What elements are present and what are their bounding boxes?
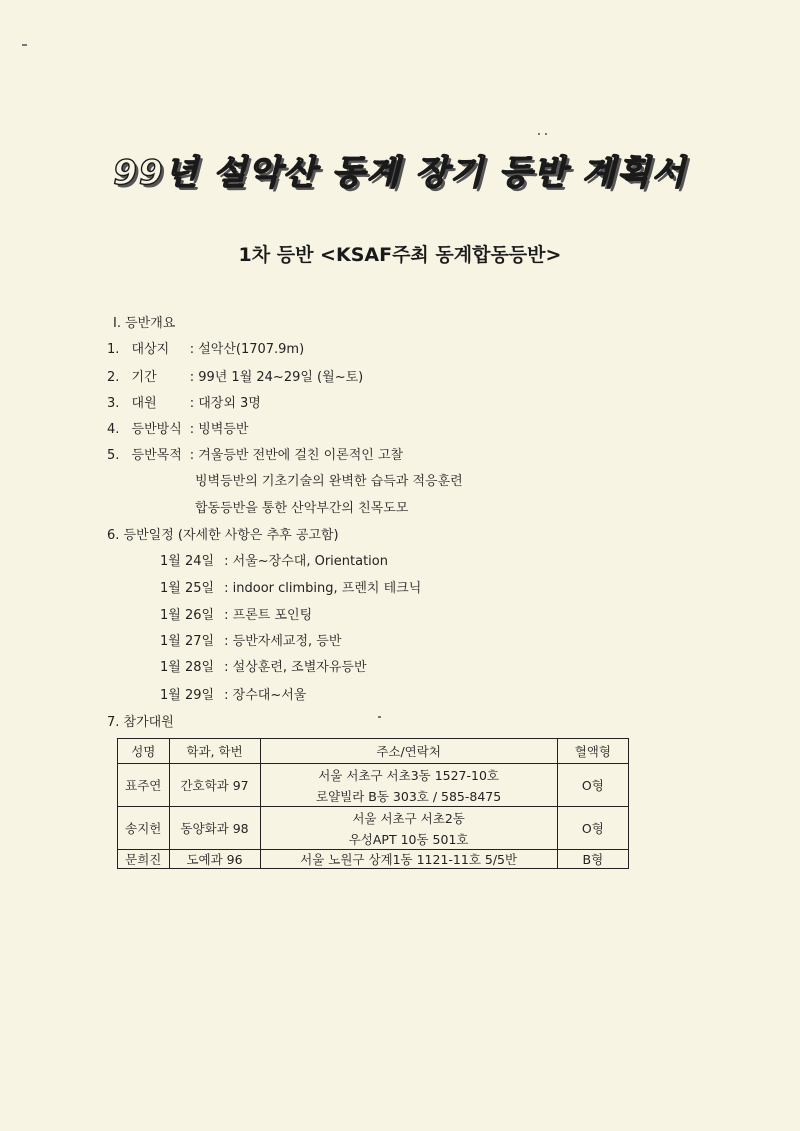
header-dept: 학과, 학번	[169, 739, 260, 764]
member-dept: 간호학과 97	[169, 764, 260, 807]
table-header-row	[118, 739, 629, 764]
header-name: 성명	[118, 739, 170, 764]
schedule-desc: : 등반자세교정, 등반	[224, 634, 342, 649]
schedule-item	[160, 656, 367, 675]
overview-item	[107, 444, 403, 463]
member-address-line1: 서울 서초구 서초3동 1527-10호	[260, 764, 557, 786]
schedule-item	[160, 577, 421, 596]
member-name: 송지헌	[118, 807, 170, 850]
item-value: : 겨울등반 전반에 걸친 이론적인 고찰	[189, 448, 404, 463]
schedule-item	[160, 684, 306, 703]
members-heading: 7. 참가대원	[107, 715, 174, 730]
purpose-extra-line: 빙벽등반의 기초기술의 완벽한 습득과 적응훈련	[195, 474, 463, 489]
item-value: : 빙벽등반	[189, 422, 249, 437]
schedule-item	[160, 604, 312, 623]
schedule-heading: 6. 등반일정 (자세한 사항은 추후 공고함)	[107, 528, 339, 543]
section-overview-heading: Ⅰ. 등반개요	[113, 316, 176, 331]
item-label: 등반방식	[131, 422, 182, 437]
scan-speck	[545, 133, 547, 135]
member-dept: 동양화과 98	[169, 807, 260, 850]
schedule-date: 1월 25일	[160, 581, 215, 596]
scan-speck	[378, 716, 381, 718]
header-address: 주소/연락처	[260, 739, 557, 764]
member-name: 문희진	[118, 850, 170, 869]
document-title: 99년 설악산 동계 장기 등반 계획서	[113, 153, 687, 193]
item-number: 2.	[107, 370, 120, 385]
table-row	[118, 850, 629, 869]
item-value: : 설악산(1707.9m)	[189, 342, 305, 357]
member-blood-type: O형	[557, 807, 628, 850]
table-row	[118, 807, 629, 829]
scan-speck	[22, 44, 27, 46]
overview-item	[107, 338, 304, 357]
item-number: 3.	[107, 396, 120, 411]
member-address-line1: 서울 서초구 서초2동	[260, 807, 557, 829]
schedule-item	[160, 630, 341, 649]
schedule-date: 1월 29일	[160, 688, 215, 703]
purpose-extra-line: 합동등반을 통한 산악부간의 친목도모	[195, 501, 409, 516]
schedule-desc: : indoor climbing, 프렌치 테크닉	[224, 581, 422, 596]
item-label: 등반목적	[131, 448, 182, 463]
members-table	[117, 738, 629, 869]
schedule-desc: : 서울~장수대, Orientation	[224, 554, 388, 569]
overview-item	[107, 366, 363, 385]
member-dept: 도예과 96	[169, 850, 260, 869]
item-label: 대상지	[131, 342, 170, 357]
schedule-date: 1월 28일	[160, 660, 215, 675]
member-name: 표주연	[118, 764, 170, 807]
header-blood-type: 혈액형	[557, 739, 628, 764]
item-value: : 대장외 3명	[189, 396, 261, 411]
member-address-line1: 서울 노원구 상계1동 1121-11호 5/5반	[260, 850, 557, 869]
member-blood-type: B형	[557, 850, 628, 869]
item-number: 5.	[107, 448, 120, 463]
schedule-desc: : 설상훈련, 조별자유등반	[224, 660, 367, 675]
item-number: 1.	[107, 342, 120, 357]
document-subtitle: 1차 등반 <KSAF주최 동계합동등반>	[238, 244, 562, 266]
schedule-date: 1월 24일	[160, 554, 215, 569]
member-blood-type: O형	[557, 764, 628, 807]
item-label: 대원	[131, 396, 157, 411]
scan-speck	[538, 133, 540, 135]
schedule-desc: : 장수대~서울	[224, 688, 307, 703]
schedule-item	[160, 550, 388, 569]
member-address-line2: 우성APT 10동 501호	[260, 828, 557, 850]
table-row	[118, 764, 629, 786]
overview-item	[107, 392, 261, 411]
schedule-date: 1월 26일	[160, 608, 215, 623]
item-value: : 99년 1월 24~29일 (월~토)	[189, 370, 364, 385]
schedule-date: 1월 27일	[160, 634, 215, 649]
overview-item	[107, 418, 248, 437]
member-address-line2: 로얄빌라 B동 303호 / 585-8475	[260, 785, 557, 807]
item-number: 4.	[107, 422, 120, 437]
schedule-desc: : 프론트 포인팅	[224, 608, 313, 623]
item-label: 기간	[131, 370, 157, 385]
